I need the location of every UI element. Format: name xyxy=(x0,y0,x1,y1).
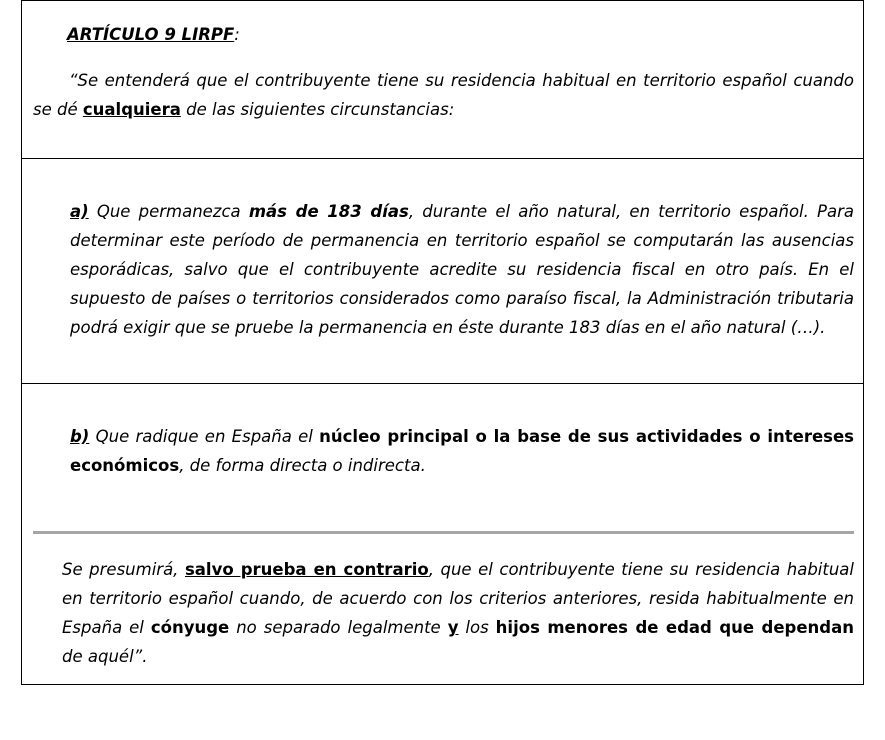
clause-b-text: Que radique en España el xyxy=(89,427,320,446)
presumption-paragraph xyxy=(62,555,854,671)
gray-separator xyxy=(33,531,854,534)
section-divider xyxy=(21,158,864,159)
clause-a-bold: más de 183 días xyxy=(248,202,409,221)
section-divider xyxy=(21,383,864,384)
presumption-text-end: de aquél”. xyxy=(62,647,148,666)
presumption-text-4: los xyxy=(458,618,496,637)
article-heading: ARTÍCULO 9 LIRPF xyxy=(67,25,235,44)
presumption-text-3: no separado legalmente xyxy=(229,618,448,637)
article-title xyxy=(67,20,467,49)
intro-emphasis: cualquiera xyxy=(82,100,181,119)
intro-text: “Se entenderá que el contribuyente tiene su residencia habitual en territorio español cuando se dé xyxy=(33,71,854,119)
clause-b-text-end: , de forma directa o indirecta. xyxy=(179,456,426,475)
clause-a-label: a) xyxy=(70,202,89,221)
presumption-text-2: , que el contribuyente tiene su residencia habitual en territorio español cuando, de acuerdo con los criterios anteriores, resida habitualmente en España el xyxy=(62,560,855,637)
presumption-bold-children: hijos menores de edad que dependan xyxy=(495,618,854,637)
intro-text-end: de las siguientes circunstancias: xyxy=(180,100,455,119)
clause-a-text-end: , durante el año natural, en territorio español. Para determinar este período de permanencia en territorio español se computarán las ausencias esporádicas, salvo que el contribuyente acredite su residencia fiscal en otro país. En el supuesto de países o territorios considerados como paraíso fiscal, la Administración tributaria podrá exigir que se pruebe la permanencia en éste durante 183 días en el año natural (…). xyxy=(70,202,854,337)
clause-b-label: b) xyxy=(70,427,90,446)
intro-paragraph xyxy=(33,66,854,124)
presumption-text: Se presumirá, xyxy=(62,560,185,579)
clause-a-paragraph xyxy=(70,197,854,342)
clause-b-paragraph xyxy=(70,422,854,480)
clause-b-bold: núcleo principal o la base de sus actividades o intereses económicos xyxy=(70,427,854,475)
presumption-emphasis: salvo prueba en contrario xyxy=(184,560,429,579)
title-colon: : xyxy=(234,25,240,44)
presumption-and: y xyxy=(447,618,459,637)
presumption-bold-spouse: cónyuge xyxy=(150,618,230,637)
clause-a-text: Que permanezca xyxy=(88,202,249,221)
